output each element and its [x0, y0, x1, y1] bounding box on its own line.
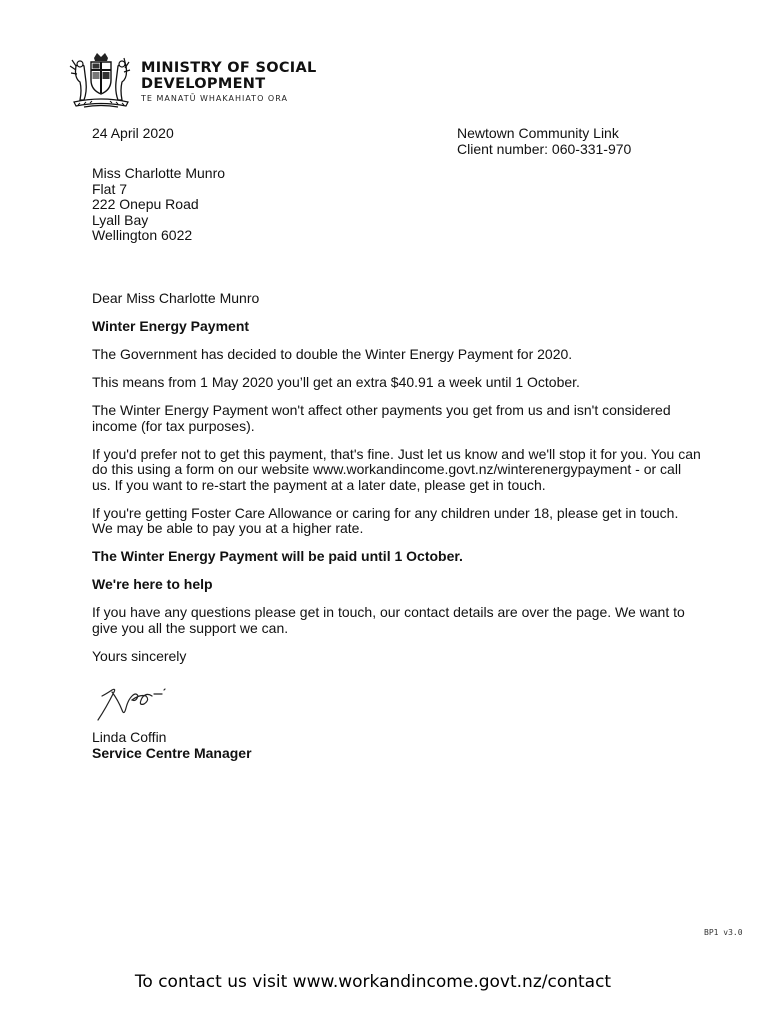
office-details	[457, 126, 631, 157]
signer-name: Linda Coffin	[92, 729, 167, 745]
form-code: BP1 v3.0	[704, 928, 743, 937]
paragraph: If you're getting Foster Care Allowance or caring for any children under 18, please get in touch. We may be able to pay you at a higher rate.	[92, 504, 679, 536]
organisation-maori-name: TE MANATŪ WHAKAHIATO ORA	[141, 94, 288, 103]
paragraph: If you have any questions please get in touch, our contact details are over the page. We want to give you all the support we can.	[92, 604, 685, 636]
closing: Yours sincerely	[92, 647, 187, 664]
organisation-name-line1: MINISTRY OF SOCIAL	[141, 60, 317, 76]
recipient-address	[92, 166, 225, 244]
section-heading: We're here to help	[92, 576, 213, 592]
handwritten-signature-icon	[92, 678, 172, 728]
paragraph: This means from 1 May 2020 you’ll get an extra $40.91 a week until 1 October.	[92, 374, 580, 390]
letter-subject: Winter Energy Payment	[92, 318, 250, 334]
paragraph: The Government has decided to double the Winter Energy Payment for 2020.	[92, 346, 573, 362]
letter-date: 24 April 2020	[92, 125, 174, 141]
address-line: Lyall Bay	[92, 211, 149, 228]
signer-role: Service Centre Manager	[92, 744, 252, 761]
office-name: Newtown Community Link	[457, 125, 619, 141]
paragraph-emphasis: The Winter Energy Payment will be paid until 1 October.	[92, 548, 463, 564]
salutation: Dear Miss Charlotte Munro	[92, 290, 260, 306]
paragraph: If you'd prefer not to get this payment, that's fine. Just let us know and we'll stop it for you. You can do this using a form on our website www.workandincome.govt.nz/winterenergypayment - or call us. If you want to re-start the payment at a later date, please get in touch.	[92, 445, 701, 493]
address-line: Wellington 6022	[92, 227, 193, 243]
signer-block	[92, 730, 252, 761]
nz-coat-of-arms-icon	[66, 52, 136, 110]
footer-contact: To contact us visit www.workandincome.govt.nz/contact	[134, 972, 612, 992]
organisation-name-line2: DEVELOPMENT	[141, 76, 266, 92]
letter-body	[92, 291, 702, 677]
client-number: Client number: 060-331-970	[457, 140, 632, 157]
address-line: Flat 7	[92, 180, 128, 197]
address-line: 222 Onepu Road	[92, 196, 199, 212]
recipient-name: Miss Charlotte Munro	[92, 165, 226, 181]
paragraph: The Winter Energy Payment won't affect other payments you get from us and isn't considered income (for tax purposes).	[92, 402, 671, 434]
organisation-name	[141, 60, 317, 92]
